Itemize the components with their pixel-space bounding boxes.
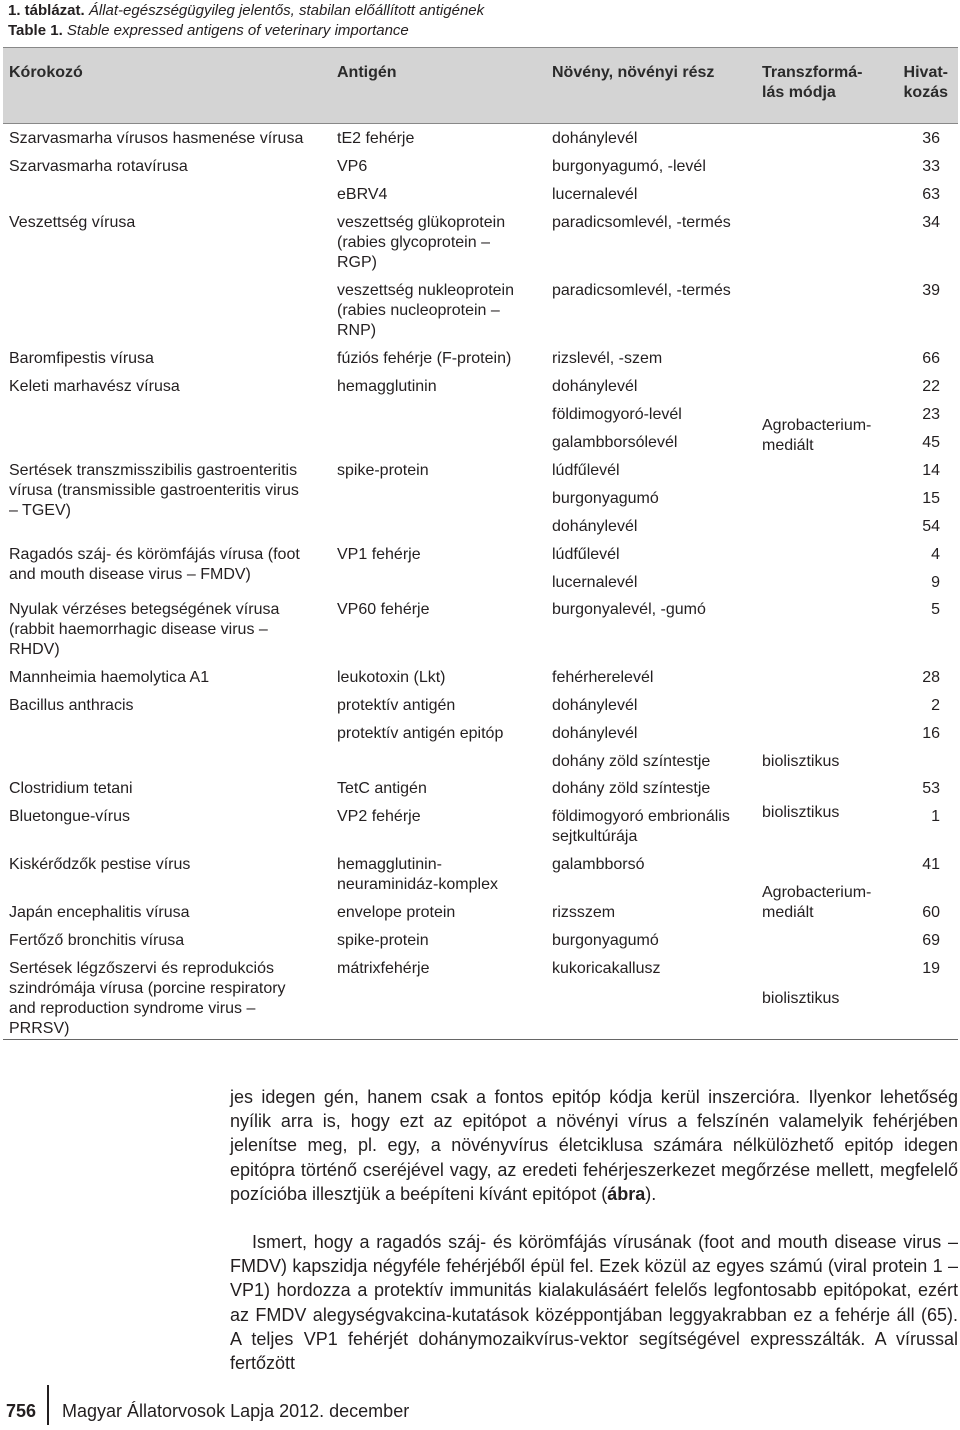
table-cell: Bluetongue-vírus: [9, 808, 130, 825]
caption-text-hu: Állat-egészségügyileg jelentős, stabilan előállított antigének: [84, 2, 485, 19]
table-cell: burgonyagumó: [552, 490, 659, 507]
table-cell: hemagglutinin: [337, 378, 437, 395]
body-paragraph-1: [230, 1085, 958, 1206]
table-cell: dohány zöld színtestje: [552, 780, 711, 797]
table-cell: RGP): [337, 254, 377, 271]
table-cell: galambborsó: [552, 856, 645, 873]
table-cell: lucernalevél: [552, 574, 638, 591]
table-cell: biolisztikus: [762, 804, 840, 821]
table-cell: 66: [922, 350, 940, 367]
table-cell: 39: [922, 282, 940, 299]
table-cell: Nyulak vérzéses betegségének vírusa: [9, 601, 280, 618]
table-cell: Szarvasmarha rotavírusa: [9, 158, 188, 175]
table-cell: 1: [931, 808, 940, 825]
table-cell: burgonyagumó: [552, 932, 659, 949]
table-cell: and mouth disease virus – FMDV): [9, 566, 251, 583]
table-cell: 45: [922, 434, 940, 451]
table-cell: VP6: [337, 158, 368, 175]
table-cell: 53: [922, 780, 940, 797]
table-cell: hemagglutinin-: [337, 856, 442, 873]
table-cell: dohánylevél: [552, 378, 638, 395]
table-cell: leukotoxin (Lkt): [337, 669, 446, 686]
table-cell: mediált: [762, 437, 814, 454]
table-cell: 33: [922, 158, 940, 175]
table-cell: dohány zöld színtestje: [552, 753, 711, 770]
table-cell: Szarvasmarha vírusos hasmenése vírusa: [9, 130, 304, 147]
table-cell: neuraminidáz-komplex: [337, 876, 498, 893]
header-reference-line1: Hivat-: [903, 64, 948, 81]
table-cell: Veszettség vírusa: [9, 214, 136, 231]
table-cell: 34: [922, 214, 940, 231]
table-cell: spike-protein: [337, 462, 429, 479]
table-cell: Sertések transzmisszibilis gastroenteritis: [9, 462, 298, 479]
header-plant: Növény, növényi rész: [552, 64, 715, 81]
table-cell: Sertések légzőszervi és reprodukciós: [9, 960, 275, 977]
table-cell: földimogyoró embrionális: [552, 808, 730, 825]
table-cell: Kiskérődzők pestise vírus: [9, 856, 191, 873]
table-cell: (rabies nucleoprotein –: [337, 302, 500, 319]
table-cell: galambborsólevél: [552, 434, 678, 451]
table-cell: vírusa (transmissible gastroenteritis virus: [9, 482, 299, 499]
table-cell: dohánylevél: [552, 518, 638, 535]
table-cell: dohánylevél: [552, 697, 638, 714]
table-cell: Agrobacterium-: [762, 417, 872, 434]
table-cell: biolisztikus: [762, 753, 840, 770]
table-caption-hungarian: [8, 1, 484, 21]
table-cell: dohánylevél: [552, 130, 638, 147]
table-cell: lucernalevél: [552, 186, 638, 203]
table-cell: Baromfipestis vírusa: [9, 350, 154, 367]
table-cell: 5: [931, 601, 940, 618]
table-cell: VP60 fehérje: [337, 601, 430, 618]
table-cell: – TGEV): [9, 502, 71, 519]
table-cell: 23: [922, 406, 940, 423]
table-cell: 4: [931, 546, 940, 563]
table-cell: Ragadós száj- és körömfájás vírusa (foot: [9, 546, 300, 563]
table-cell: VP2 fehérje: [337, 808, 421, 825]
table-cell: földimogyoró-levél: [552, 406, 682, 423]
table-cell: PRRSV): [9, 1020, 70, 1037]
caption-label-en: Table 1.: [8, 22, 63, 39]
table-cell: 60: [922, 904, 940, 921]
table-cell: 22: [922, 378, 940, 395]
table-cell: spike-protein: [337, 932, 429, 949]
header-pathogen: Kórokozó: [9, 64, 83, 81]
table-cell: 63: [922, 186, 940, 203]
caption-text-en: Stable expressed antigens of veterinary importance: [62, 22, 409, 39]
header-transformation-line2: lás módja: [762, 84, 836, 101]
header-transformation-line1: Transzformá-: [762, 64, 863, 81]
table-cell: 19: [922, 960, 940, 977]
table-cell: lúdfűlevél: [552, 546, 620, 563]
table-cell: 16: [922, 725, 940, 742]
table-cell: sejtkultúrája: [552, 828, 638, 845]
table-cell: rizsszem: [552, 904, 616, 921]
table-cell: burgonyalevél, -gumó: [552, 601, 706, 618]
table-cell: paradicsomlevél, -termés: [552, 214, 731, 231]
table-cell: 69: [922, 932, 940, 949]
header-antigen: Antigén: [337, 64, 397, 81]
table-cell: Fertőző bronchitis vírusa: [9, 932, 185, 949]
table-cell: mediált: [762, 904, 814, 921]
table-cell: fúziós fehérje (F-protein): [337, 350, 512, 367]
table-cell: (rabies glycoprotein –: [337, 234, 490, 251]
table-cell: veszettség nukleoprotein: [337, 282, 514, 299]
table-cell: and reproduction syndrome virus –: [9, 1000, 256, 1017]
table-cell: tE2 fehérje: [337, 130, 415, 147]
table-header: [3, 47, 958, 124]
table-cell: RNP): [337, 322, 377, 339]
paragraph-1-text: jes idegen gén, hanem csak a fontos epitóp kódja kerül inszercióra. Ilyenkor lehetőség nyílik arra is, hogy ezt az epitópot a növényi vírus a felszínén valamelyik fehérjében jelenítse meg, pl. egy, a növényvírus életciklusa számára nélkülözhető epitóp idegen epitópra történő cseréjével vagy, az eredeti fehérjeszerkezet megőrzése mellett, megfelelő pozícióba illesztjük a beépíteni kívánt epitópot (: [230, 1087, 958, 1204]
table-caption-english: [8, 21, 409, 41]
table-cell: 54: [922, 518, 940, 535]
table-cell: Clostridium tetani: [9, 780, 133, 797]
journal-title: Magyar Állatorvosok Lapja 2012. december: [62, 1401, 410, 1421]
table-cell: TetC antigén: [337, 780, 427, 797]
table-cell: protektív antigén epitóp: [337, 725, 504, 742]
table-cell: Agrobacterium-: [762, 884, 872, 901]
table-cell: dohánylevél: [552, 725, 638, 742]
table-cell: mátrixfehérje: [337, 960, 430, 977]
table-cell: 14: [922, 462, 940, 479]
paragraph-1-end: ).: [645, 1183, 657, 1204]
caption-label-hu: 1. táblázat.: [8, 2, 85, 19]
table-cell: VP1 fehérje: [337, 546, 421, 563]
table-cell: kukoricakallusz: [552, 960, 661, 977]
body-paragraph-2: [230, 1230, 958, 1375]
table-cell: fehérherelevél: [552, 669, 654, 686]
figure-reference: ábra: [607, 1183, 646, 1204]
table-cell: RHDV): [9, 641, 60, 658]
table-cell: 15: [922, 490, 940, 507]
table-cell: rizslevél, -szem: [552, 350, 663, 367]
table-cell: lúdfűlevél: [552, 462, 620, 479]
table-cell: veszettség glükoprotein: [337, 214, 506, 231]
table-cell: 28: [922, 669, 940, 686]
page-number: 756: [6, 1401, 37, 1421]
table-cell: biolisztikus: [762, 990, 840, 1007]
table-cell: protektív antigén: [337, 697, 456, 714]
paragraph-2-text: Ismert, hogy a ragadós száj- és körömfájás vírusának (foot and mouth disease virus – FMDV) kapszidja négyféle fehérjéből épül fel. Ezek közül az egyes számú (viral protein 1 – VP1) hordozza a protektív immunitás kialakulásáért felelős legfontosabb epitópokat, ezért az FMDV alegységvakcina-kutatások középpontjában leggyakrabban ez a fehérje áll (65). A teljes VP1 fehérjét dohánymozaikvírus-vektor segítségével expresszálták. A vírussal fertőzött: [230, 1232, 958, 1374]
table-cell: 2: [931, 697, 940, 714]
table-cell: 36: [922, 130, 940, 147]
header-reference-line2: kozás: [903, 84, 948, 101]
table-cell: Bacillus anthracis: [9, 697, 134, 714]
table-cell: Keleti marhavész vírusa: [9, 378, 180, 395]
table-cell: envelope protein: [337, 904, 456, 921]
table-cell: paradicsomlevél, -termés: [552, 282, 731, 299]
table-bottom-rule: [3, 1039, 958, 1040]
footer-divider: [47, 1385, 49, 1425]
table-cell: 41: [922, 856, 940, 873]
table-cell: (rabbit haemorrhagic disease virus –: [9, 621, 268, 638]
table-cell: 9: [931, 574, 940, 591]
table-cell: Japán encephalitis vírusa: [9, 904, 190, 921]
table-cell: eBRV4: [337, 186, 388, 203]
table-cell: szindrómája vírusa (porcine respiratory: [9, 980, 286, 997]
table-cell: Mannheimia haemolytica A1: [9, 669, 210, 686]
table-cell: burgonyagumó, -levél: [552, 158, 706, 175]
